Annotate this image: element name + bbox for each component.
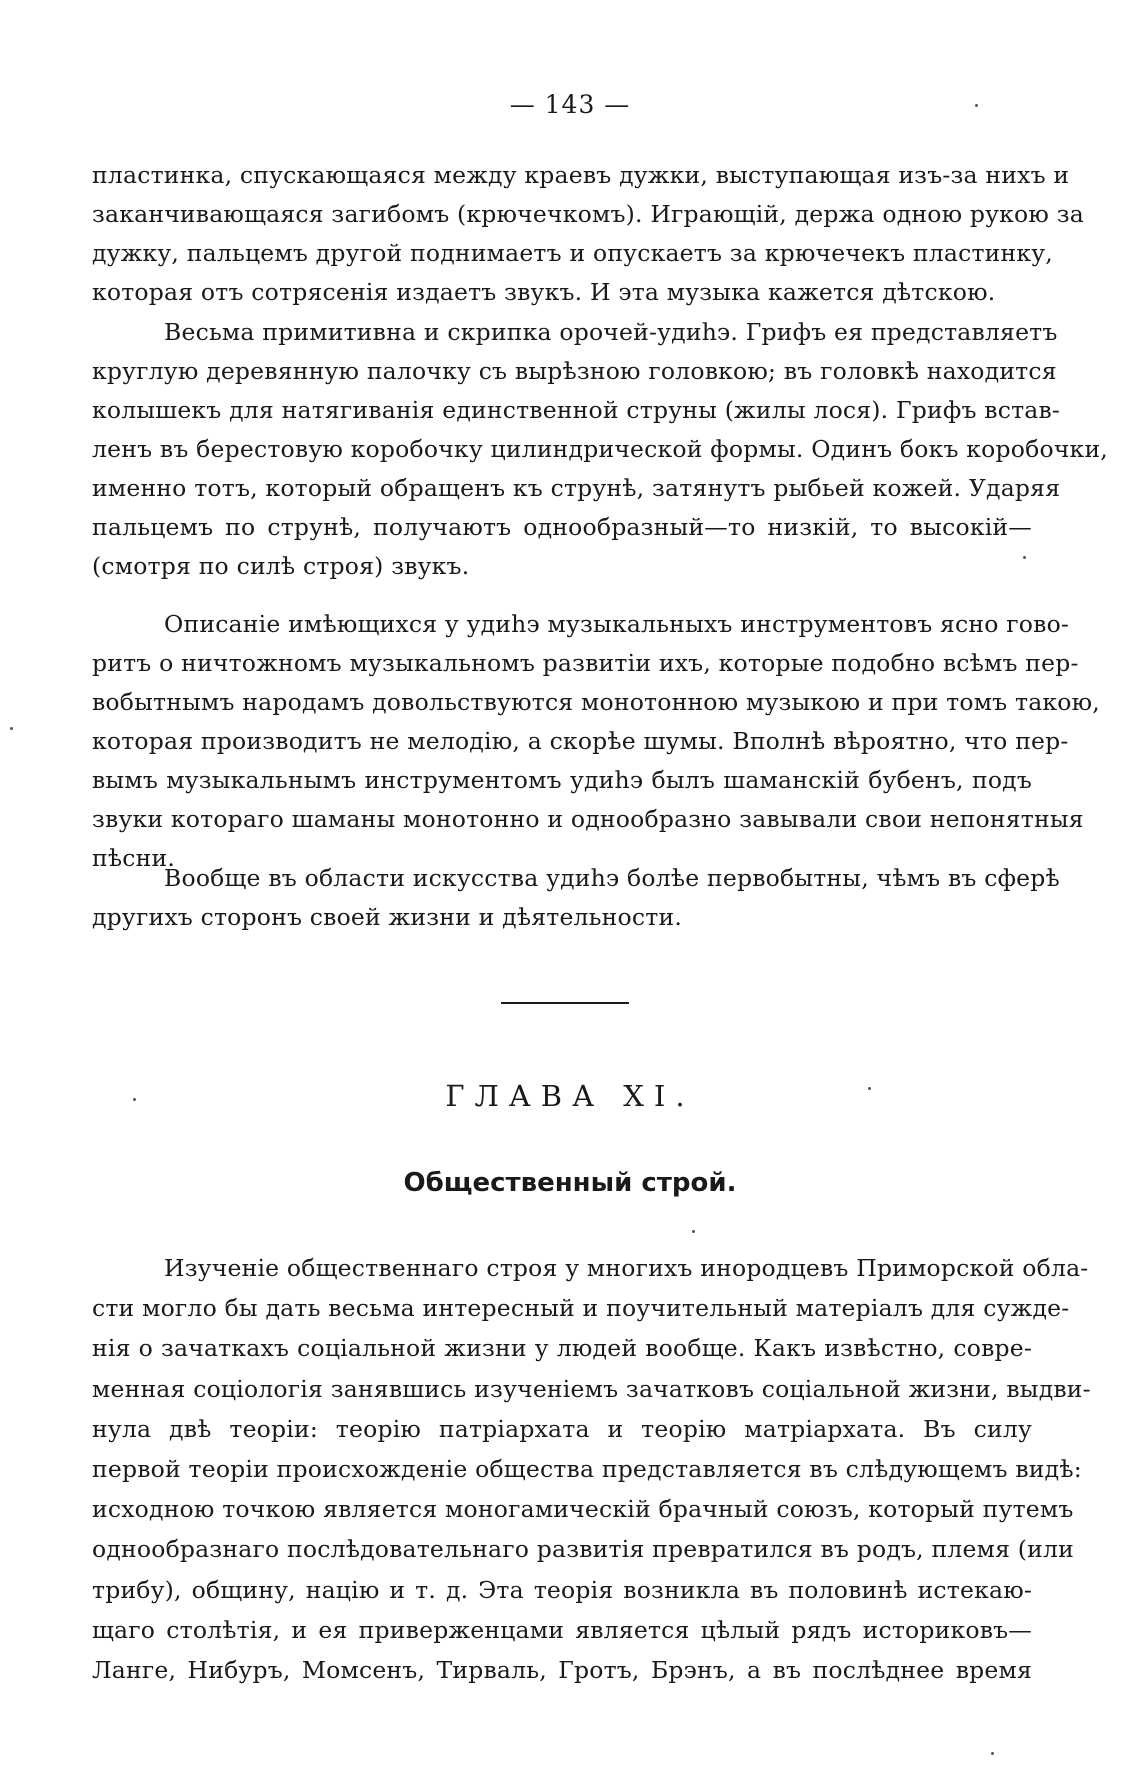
text-line: сти могло бы дать весьма интересный и поучительный матеріалъ для сужде- bbox=[92, 1294, 1070, 1323]
text-line: вобытнымъ народамъ довольствуются монотонною музыкою и при томъ такою, bbox=[92, 688, 1100, 716]
chapter-heading: ГЛАВА XI. bbox=[445, 1079, 695, 1113]
text-line: Вообще въ области искусства удиһэ болѣе первобытны, чѣмъ въ сферѣ bbox=[164, 864, 1060, 892]
scan-speck bbox=[991, 1752, 994, 1755]
text-line: Весьма примитивна и скрипка орочей-удиһэ. Грифъ ея представляетъ bbox=[164, 318, 1058, 346]
scan-speck bbox=[975, 104, 978, 107]
section-title: Общественный строй. bbox=[403, 1168, 737, 1198]
text-line: пальцемъ по струнѣ, получаютъ однообразный—то низкій, то высокій— bbox=[92, 513, 1032, 541]
text-line: нула двѣ теоріи: теорію патріархата и теорію матріархата. Въ силу bbox=[92, 1414, 1032, 1443]
text-line: звуки котораго шаманы монотонно и однообразно завывали свои непонятныя bbox=[92, 805, 1084, 833]
text-line: трибу), общину, націю и т. д. Эта теорія возникла въ половинѣ истекаю- bbox=[92, 1575, 1032, 1604]
text-line: круглую деревянную палочку съ вырѣзною головкою; въ головкѣ находится bbox=[92, 357, 1057, 385]
text-line: ритъ о ничтожномъ музыкальномъ развитіи ихъ, которые подобно всѣмъ пер- bbox=[92, 649, 1079, 677]
scan-speck bbox=[868, 1087, 871, 1090]
section-paragraph bbox=[92, 1248, 1091, 1690]
text-line: однообразнаго послѣдовательнаго развитія превратился въ родъ, племя (или bbox=[92, 1535, 1074, 1564]
text-line: ленъ въ берестовую коробочку цилиндрической формы. Одинъ бокъ коробочки, bbox=[92, 435, 1108, 463]
text-line: пластинка, спускающаяся между краевъ дужки, выступающая изъ-за нихъ и bbox=[92, 161, 1070, 189]
text-line: которая производитъ не мелодію, а скорѣе шумы. Вполнѣ вѣроятно, что пер- bbox=[92, 727, 1069, 755]
scan-speck bbox=[133, 1098, 136, 1101]
text-line: пѣсни. bbox=[92, 844, 175, 872]
paragraph-2 bbox=[92, 313, 1108, 586]
text-line: Изученіе общественнаго строя у многихъ инородцевъ Приморской обла- bbox=[164, 1254, 1089, 1282]
text-line: первой теоріи происхожденіе общества представляется въ слѣдующемъ видѣ: bbox=[92, 1454, 1082, 1483]
text-line: нія о зачаткахъ соціальной жизни у людей вообще. Какъ извѣстно, совре- bbox=[92, 1334, 1032, 1363]
paragraph-1 bbox=[92, 156, 1084, 312]
text-line: именно тотъ, который обращенъ къ струнѣ, затянутъ рыбьей кожей. Ударяя bbox=[92, 474, 1061, 502]
scan-speck bbox=[692, 1230, 695, 1233]
text-line: исходною точкою является моногамическій брачный союзъ, который путемъ bbox=[92, 1495, 1074, 1524]
section-divider bbox=[501, 1002, 629, 1004]
scan-speck bbox=[1023, 556, 1026, 559]
text-line: дужку, пальцемъ другой поднимаетъ и опускаетъ за крючечекъ пластинку, bbox=[92, 239, 1053, 267]
scan-speck bbox=[10, 727, 13, 730]
text-line: (смотря по силѣ строя) звукъ. bbox=[92, 552, 470, 580]
text-line: Описаніе имѣющихся у удиһэ музыкальныхъ инструментовъ ясно гово- bbox=[164, 610, 1070, 638]
text-line: Ланге, Нибуръ, Момсенъ, Тирваль, Гротъ, Брэнъ, а въ послѣднее время bbox=[92, 1655, 1032, 1684]
text-line: колышекъ для натягиванія единственной струны (жилы лося). Грифъ встав- bbox=[92, 396, 1061, 424]
text-line: которая отъ сотрясенія издаетъ звукъ. И эта музыка кажется дѣтскою. bbox=[92, 278, 996, 306]
text-line: другихъ сторонъ своей жизни и дѣятельности. bbox=[92, 903, 682, 931]
text-line: заканчивающаяся загибомъ (крючечкомъ). Играющій, держа одною рукою за bbox=[92, 200, 1084, 228]
paragraph-4 bbox=[92, 859, 1060, 937]
page-number: — 143 — bbox=[509, 90, 631, 119]
text-line: щаго столѣтія, и ея приверженцами является цѣлый рядъ историковъ— bbox=[92, 1615, 1032, 1644]
text-line: менная соціологія занявшись изученіемъ зачатковъ соціальной жизни, выдви- bbox=[92, 1374, 1091, 1403]
text-line: вымъ музыкальнымъ инструментомъ удиһэ былъ шаманскій бубенъ, подъ bbox=[92, 766, 1032, 794]
